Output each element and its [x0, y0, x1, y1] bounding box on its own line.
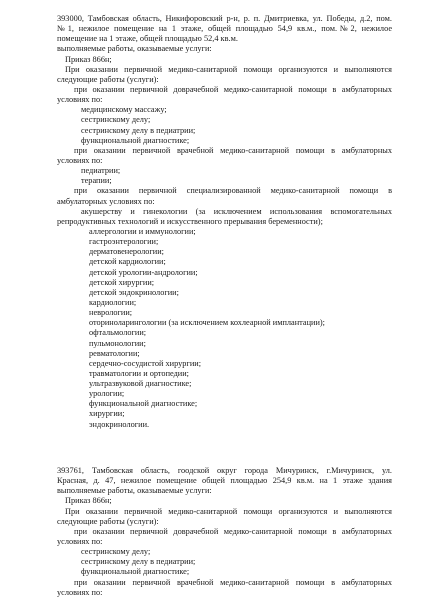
document-line: При оказании первичной медико-санитарной помощи организуются и выполняются [65, 64, 392, 74]
document-line: Приказ 866н; [65, 496, 112, 506]
document-line: помещение на 1 этаже, общей площадью 52,4 кв.м. [57, 34, 238, 44]
document-line: детской хирургии; [89, 277, 155, 287]
document-line: репродуктивных технологий и искусственного прерывания беременности); [57, 216, 323, 226]
document-line: дерматовенерологии; [89, 247, 164, 257]
document-line: сестринскому делу; [81, 115, 151, 125]
document-line: функциональной диагностике; [89, 399, 198, 409]
document-line: условиях по: [57, 95, 103, 105]
address-block-dmitrievka [57, 14, 392, 430]
document-line: 393000, Тамбовская область, Никифоровский р-н, р. п. Дмитриевка, ул. Победы, д.2, пом. [57, 14, 392, 23]
document-line: функциональной диагностике; [81, 567, 190, 577]
document-line: ультразвуковой диагностике; [89, 379, 192, 389]
document-line: при оказании первичной специализированной медико-санитарной помощи в [74, 186, 392, 196]
document-line: урологии; [89, 389, 125, 399]
document-line: пульмонологии; [89, 338, 146, 348]
document-line: детской эндокринологии; [89, 287, 179, 297]
document-line: №1, нежилое помещение на 1 этаже, общей площадью 54,9 кв.м., пом.№2, нежилое [57, 24, 392, 34]
document-line: при оказании первичной врачебной медико-санитарной помощи в амбулаторных [74, 145, 392, 155]
document-line: аллергологии и иммунологии; [89, 226, 196, 236]
document-line: хирургии; [89, 409, 125, 419]
document-line: медицинскому массажу; [81, 105, 167, 115]
document-line: оториноларингологии (за исключением кохлеарной имплантации); [89, 318, 325, 328]
document-line: сестринскому делу; [81, 547, 151, 557]
document-line: При оказании первичной медико-санитарной помощи организуются и выполняются [65, 506, 392, 516]
document-line: детской кардиологии; [89, 257, 166, 267]
document-line: выполняемые работы, оказываемые услуги: [57, 486, 212, 496]
document-line: условиях по: [57, 155, 103, 165]
document-line: выполняемые работы, оказываемые услуги: [57, 44, 212, 54]
document-line: функциональной диагностике; [81, 135, 190, 145]
document-line: офтальмологии; [89, 328, 147, 338]
document-line: терапии; [81, 176, 112, 186]
document-line: детской урологии-андрологии; [89, 267, 198, 277]
address-block-michurinsk [57, 466, 392, 598]
document-line: условиях по: [57, 536, 103, 546]
document-line: сестринскому делу в педиатрии; [81, 557, 196, 567]
document-line: кардиологии; [89, 297, 137, 307]
document-line: акушерству и гинекологии (за исключением использования вспомогательных [81, 206, 392, 216]
document-line: следующие работы (услуги): [57, 74, 159, 84]
document-line: сестринскому делу в педиатрии; [81, 125, 196, 135]
document-line: амбулаторных условиях по: [57, 196, 155, 206]
document-line: при оказании первичной доврачебной медико-санитарной помощи в амбулаторных [74, 84, 392, 94]
document-line: при оказании первичной доврачебной медико-санитарной помощи в амбулаторных [74, 526, 392, 536]
document-line: ревматологии; [89, 348, 140, 358]
document-line: условиях по: [57, 587, 103, 597]
document-line: гастроэнтерологии; [89, 237, 159, 247]
document-line: Красная, д. 47, нежилое помещение общей площадью 254,9 кв.м. на 1 этаже здания [57, 476, 392, 486]
document-line: 393761, Тамбовская область, гоодской округ города Мичуринск, г.Мичуринск, ул. [57, 466, 392, 475]
document-line: Приказ 866н; [65, 54, 112, 64]
document-line: неврологии; [89, 308, 133, 318]
document-line: сердечно-сосудистой хирургии; [89, 358, 201, 368]
document-line: эндокринологии. [89, 419, 150, 429]
document-line: следующие работы (услуги): [57, 516, 159, 526]
document-line: педиатрии; [81, 166, 121, 176]
document-line: травматологии и ортопедии; [89, 368, 189, 378]
document-line: при оказании первичной врачебной медико-санитарной помощи в амбулаторных [74, 577, 392, 587]
